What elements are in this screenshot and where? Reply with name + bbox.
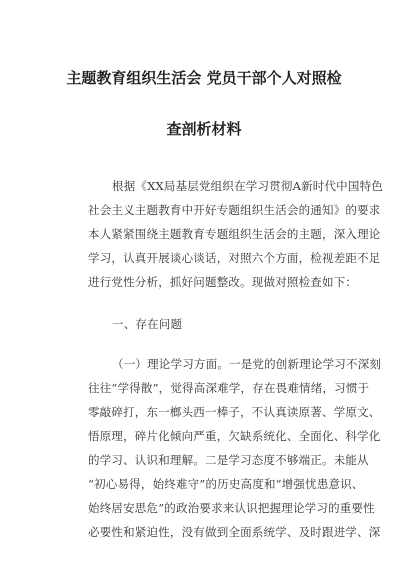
document-title-line-2: 查剖析材料 <box>166 120 242 138</box>
intro-paragraph-line: 社会主义主题教育中开好专题组织生活会的通知》的要求 <box>88 203 381 217</box>
intro-paragraph-line: 本人紧紧围绕主题教育专题组织生活会的主题，深入理论 <box>88 227 381 241</box>
section-paragraph-line: 的学习、认识和理解。二是学习态度不够端正。未能从 <box>88 453 369 467</box>
intro-paragraph-line: 学习，认真开展谈心谈话，对照六个方面，检视差距不足 <box>88 251 381 265</box>
document-title-line-1: 主题教育组织生活会 党员干部个人对照检 <box>66 69 342 87</box>
intro-paragraph-line: 根据《XX局基层党组织在学习贯彻A新时代中国特色 <box>112 179 383 193</box>
section-paragraph-line: （一）理论学习方面。一是党的创新理论学习不深刻 <box>112 357 382 371</box>
section-paragraph-line: 始终居安思危”的政治要求来认识把握理论学习的重要性 <box>88 501 375 515</box>
section-heading: 一、存在问题 <box>112 317 183 331</box>
section-paragraph-line: 悟原理，碎片化倾向严重，欠缺系统化、全面化、科学化 <box>88 429 381 443</box>
intro-paragraph-line: 进行党性分析，抓好问题整改。现做对照检查如下： <box>88 275 358 289</box>
section-paragraph-line: 零敲碎打，东一榔头西一棒子，不认真读原著、学原文、 <box>88 405 381 419</box>
section-paragraph-line: 必要性和紧迫性，没有做到全面系统学、及时跟进学、深 <box>88 525 381 539</box>
section-paragraph-line: 往往“学得散”，觉得高深难学，存在畏难情绪，习惯于 <box>88 381 370 395</box>
section-paragraph-line: “初心易得，始终难守”的历史高度和“增强忧患意识、 <box>88 477 364 491</box>
